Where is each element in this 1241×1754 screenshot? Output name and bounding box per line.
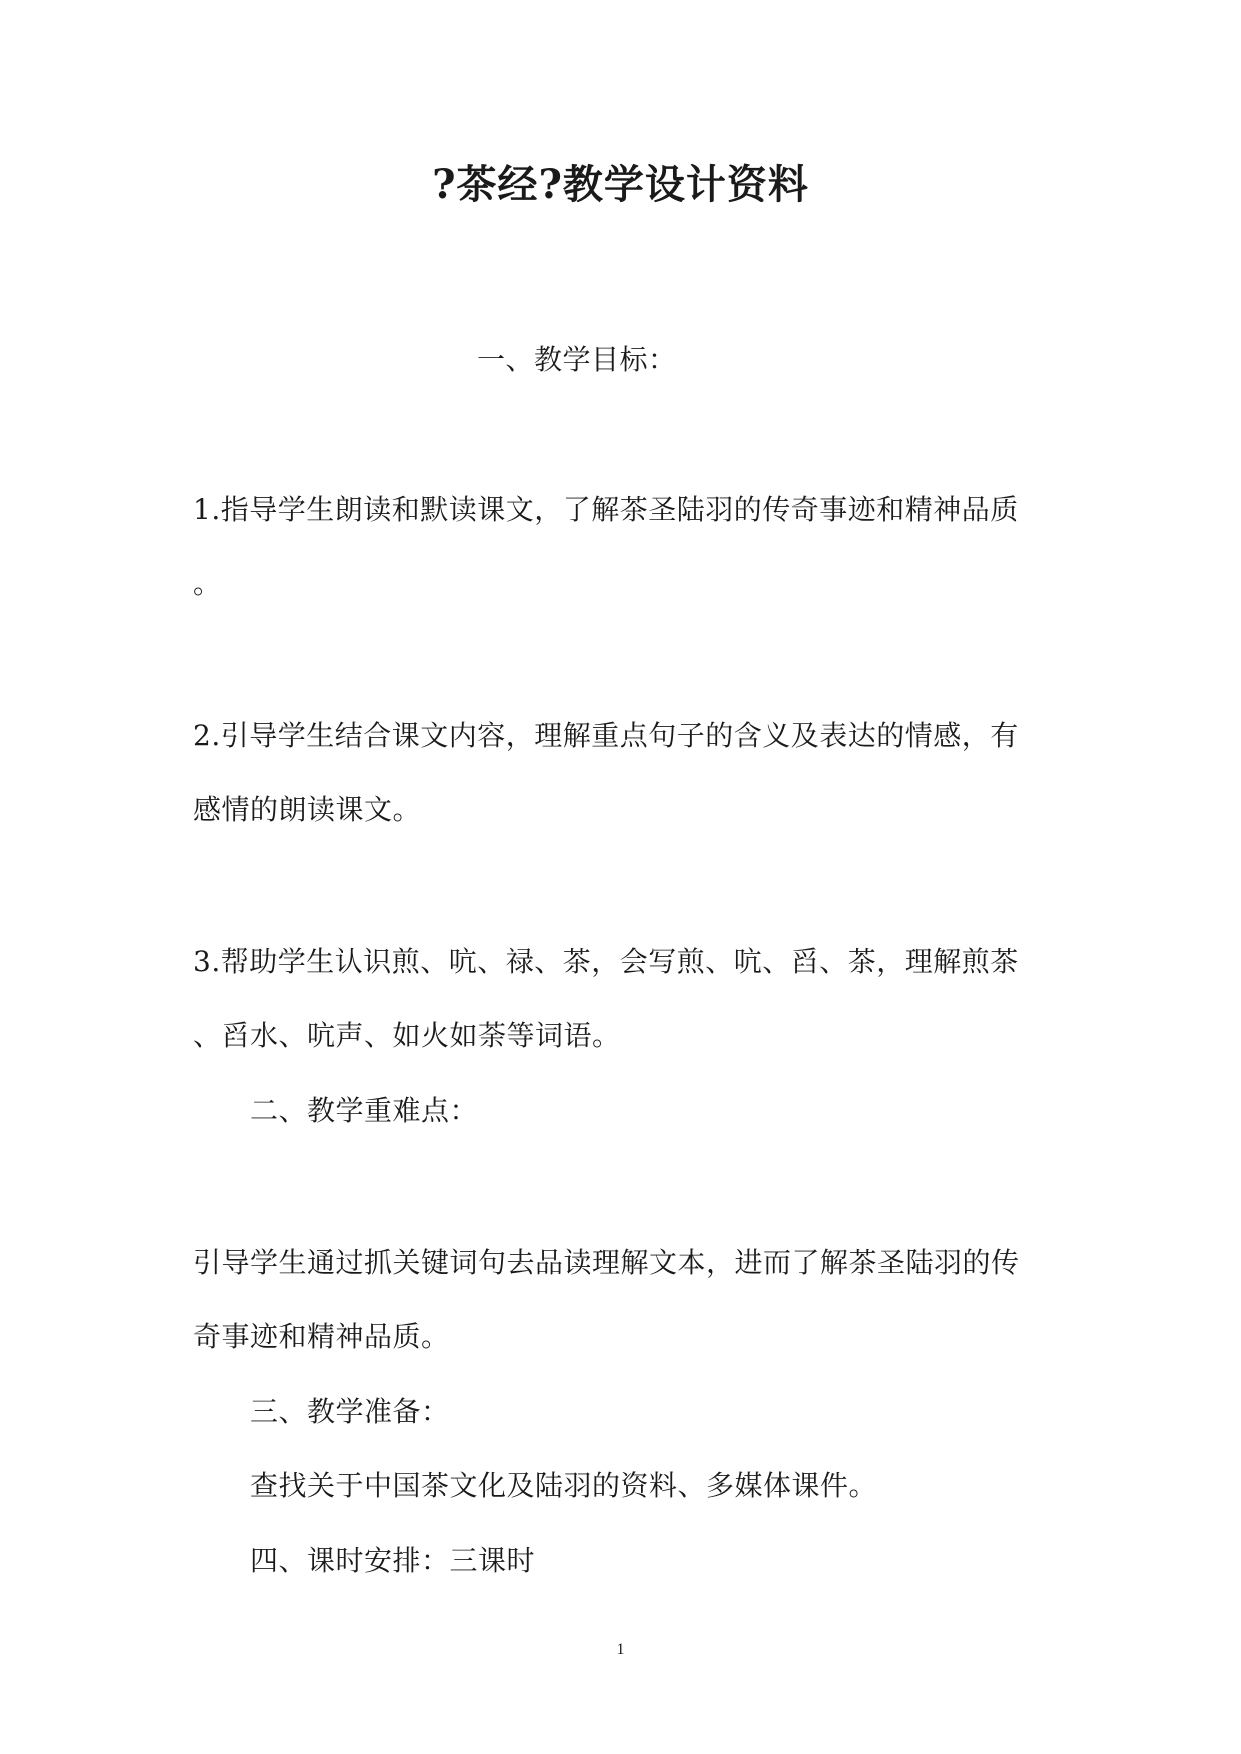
document-title: ?茶经?教学设计资料 <box>432 161 809 208</box>
section-heading-schedule: 四、课时安排：三课时 <box>250 1544 536 1577</box>
paragraph-line: 3.帮助学生认识煎、吭、禄、茶，会写煎、吭、舀、茶，理解煎茶 <box>193 945 1019 978</box>
paragraph-line: 1.指导学生朗读和默读课文，了解茶圣陆羽的传奇事迹和精神品质 <box>193 493 1019 526</box>
section-heading-key-points: 二、教学重难点： <box>250 1094 479 1127</box>
section-heading-objectives: 一、教学目标： <box>477 343 677 376</box>
section-heading-preparation: 三、教学准备： <box>250 1395 450 1428</box>
page-number: 1 <box>616 1641 625 1658</box>
paragraph-line: 查找关于中国茶文化及陆羽的资料、多媒体课件。 <box>250 1469 878 1502</box>
paragraph-line: 引导学生通过抓关键词句去品读理解文本，进而了解茶圣陆羽的传 <box>193 1246 1020 1279</box>
paragraph-line: 、舀水、吭声、如火如荼等词语。 <box>193 1019 621 1052</box>
paragraph-line: 感情的朗读课文。 <box>193 793 422 826</box>
paragraph-line: 。 <box>193 567 222 600</box>
paragraph-line: 奇事迹和精神品质。 <box>193 1320 450 1353</box>
paragraph-line: 2.引导学生结合课文内容，理解重点句子的含义及表达的情感，有 <box>193 719 1019 752</box>
